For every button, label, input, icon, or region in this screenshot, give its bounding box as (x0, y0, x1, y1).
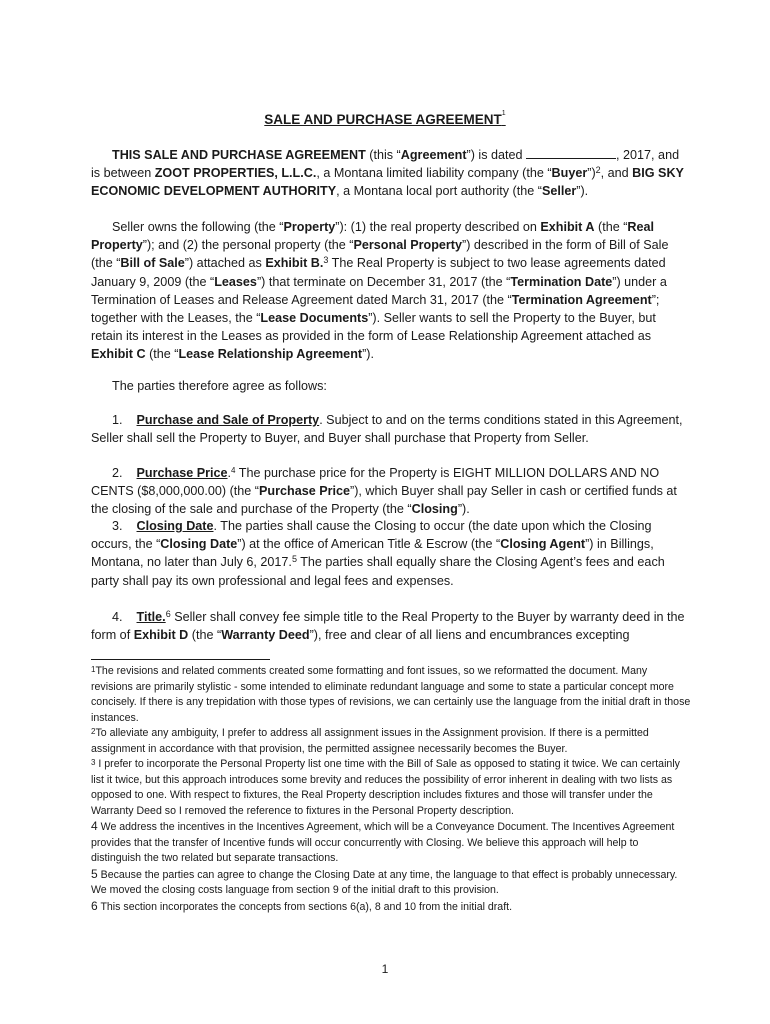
footnote-ref-6: 6 (165, 609, 171, 619)
section-4-heading: Title. (136, 610, 166, 624)
footnote-2: $^2$To alleviate any ambiguity, I prefer to address all assignment issues in the Assignment provision. If there is a permitted assignment in accordance with that provision, the permitted assignee necessarily becomes the Buyer. (91, 727, 649, 755)
footnote-1: $^1$The revisions and related comments created some formatting and font issues, so we reformatted the document. Many revisions are primarily stylistic - some intended to eliminate redundant language and some to state a particular concept more concisely. If there is any trepidation with those types of revisions, we can certainly use the language from the initial draft in those instances. (91, 665, 691, 724)
section-3: 3. Closing Date. The parties shall cause the Closing to occur (the date upon which the Closing occurs, the “Closing Date”) at the office of American Title & Escrow (the “Closing Agent”) in Billings, Montana, no later than July 6, 2017.$^5$ The parties shall equally share the Closing Agent’s fees and each party shall pay its own professional and legal fees and expenses. (91, 519, 665, 588)
section-1: 1. Purchase and Sale of Property. Subject to and on the terms conditions stated in this Agreement, Seller shall sell the Property to Buyer, and Buyer shall purchase that Property from Seller. (91, 413, 683, 446)
footnote-ref-2: 2 (595, 165, 601, 176)
recital-paragraph: Seller owns the following (the “Property”): (1) the real property described on Exhibit A (the “Real Property”); and (2) the personal property (the “Personal Property”) described in the form of Bill of Sale (the “Bill of Sale”) attached as Exhibit B.$^3$ The Real Property is subject to two lease agreements dated January 9, 2009 (the “Leases”) that terminate on December 31, 2017 (the “Termination Date”) under a Termination of Leases and Release Agreement dated March 31, 2017 (the “Termination Agreement”; together with the Leases, the “Lease Documents”). Seller wants to sell the Property to the Buyer, but retain its interest in the Leases as provided in the form of Lease Relationship Agreement attached as Exhibit C (the “Lease Relationship Agreement”). (91, 220, 669, 362)
preamble-paragraph: THIS SALE AND PURCHASE AGREEMENT (this “Agreement”) is dated , 2017, and is between ZOOT PROPERTIES, L.L.C., a Montana limited liability company (the “Buyer”)$^2$, and BIG SKY ECONOMIC DEVELOPMENT AUTHORITY, a Montana local port authority (the “Seller”). (91, 148, 684, 199)
section-2: 2. Purchase Price.$^4$ The purchase price for the Property is EIGHT MILLION DOLLARS AND NO CENTS ($8,000,000.00) (the “Purchase Price”), which Buyer shall pay Seller in cash or certified funds at the closing of the sale and purchase of the Property (the “Closing”). (91, 466, 677, 517)
date-blank-line (526, 146, 616, 159)
footnote-separator (91, 659, 270, 660)
footnote-4: 4 We address the incentives in the Incentives Agreement, which will be a Conveyance Document. The Incentives Agreement provides that the transfer of Incentive funds will occur concurrently with Closing. We believe this approach will help to distinguish the two related but separate transactions. (91, 819, 675, 864)
agreement-lead-in: The parties therefore agree as follows: (112, 379, 327, 393)
section-1-heading: Purchase and Sale of Property (136, 413, 320, 427)
footnote-5: 5 Because the parties can agree to change the Closing Date at any time, the language to that effect is probably unnecessary. We moved the closing costs language from section 9 of the initial draft to this provision. (91, 866, 678, 896)
footnote-ref-5: 5 (291, 554, 297, 565)
section-2-heading: Purchase Price (136, 466, 228, 480)
footnote-ref-3: 3 (323, 255, 329, 266)
document-title: SALE AND PURCHASE AGREEMENT$^1$ (264, 110, 506, 127)
title-footnote-ref: 1 (501, 110, 506, 117)
page-number: 1 (381, 962, 389, 976)
footnote-ref-4: 4 (231, 466, 236, 475)
footnote-6: 6 This section incorporates the concepts from sections 6(a), 8 and 10 from the initial draft. (91, 898, 513, 913)
section-3-heading: Closing Date (136, 519, 214, 533)
section-4: 4. Title.$^6$ Seller shall convey fee simple title to the Real Property to the Buyer by warranty deed in the form of Exhibit D (the “Warranty Deed”), free and clear of all liens and encumbrances excepting (91, 609, 685, 643)
footnote-3: $^3$ I prefer to incorporate the Personal Property list one time with the Bill of Sale as opposed to stating it twice. We can certainly list it twice, but this approach introduces some brevity and reduces the possibility of error inherent in dealing with two lists as opposed to one. With respect to fixtures, the Real Property description includes fixtures and those will transfer under the Warranty Deed so I removed the reference to fixtures in the Personal Property description. (91, 758, 680, 817)
footnotes (91, 664, 691, 915)
